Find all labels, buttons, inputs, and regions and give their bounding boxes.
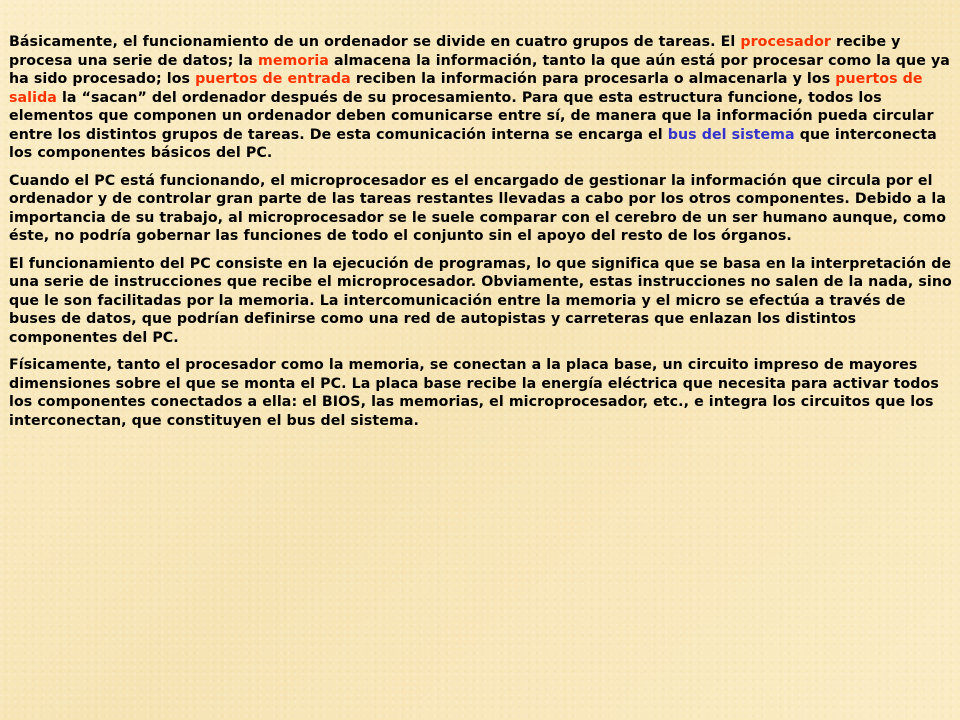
document-body	[9, 33, 954, 439]
text-segment: Cuando el PC está funcionando, el microprocesador es el encargado de gestionar la información que circula por el ordenador y de controlar gran parte de las tareas restantes llevadas a cabo por los otros componentes. Debido a la importancia de su trabajo, al microprocesador se le suele comparar con el cerebro de un ser humano aunque, como éste, no podría gobernar las funciones de todo el conjunto sin el apoyo del resto de los órganos.	[9, 172, 947, 244]
term-procesador: procesador	[740, 34, 831, 50]
text-segment: que interconecta los componentes básicos del PC.	[9, 126, 937, 161]
text-segment: la “sacan” del ordenador después de su procesamiento. Para que esta estructura funcione, todos los elementos que componen un ordenador deben comunicarse entre sí, de manera que la información pueda circular entre los distintos grupos de tareas. De esta comunicación interna se encarga el	[9, 89, 934, 143]
text-segment: almacena la información, tanto la que aún está por procesar como la que ya ha sido procesado; los	[9, 52, 950, 87]
paragraph-programas	[9, 255, 954, 348]
paragraph-microprocesador	[9, 172, 954, 246]
paragraph-intro	[9, 33, 954, 163]
term-puertos-de-salida: puertos de salida	[9, 71, 923, 106]
term-bus-del-sistema: bus del sistema	[667, 126, 795, 143]
text-segment: recibe y procesa una serie de datos; la	[9, 34, 901, 69]
text-segment: Físicamente, tanto el procesador como la memoria, se conectan a la placa base, un circuito impreso de mayores dimensiones sobre el que se monta el PC. La placa base recibe la energía eléctrica que necesita para activar todos los componentes conectados a ella: el BIOS, las memorias, el microprocesador, etc., e integra los circuitos que los interconectan, que constituyen el bus del sistema.	[9, 357, 939, 429]
term-memoria: memoria	[257, 52, 329, 69]
paragraph-placa-base	[9, 356, 954, 430]
text-segment: Básicamente, el funcionamiento de un ordenador se divide en cuatro grupos de tareas. El	[9, 34, 741, 50]
text-segment: El funcionamiento del PC consiste en la ejecución de programas, lo que significa que se basa en la interpretación de una serie de instrucciones que recibe el microprocesador. Obviamente, estas instrucciones no salen de la nada, sino que le son facilitadas por la memoria. La intercomunicación entre la memoria y el micro se efectúa a través de buses de datos, que podrían definirse como una red de autopistas y carreteras que enlazan los distintos componentes del PC.	[9, 255, 952, 346]
term-puertos-de-entrada: puertos de entrada	[195, 71, 351, 87]
text-segment: reciben la información para procesarla o almacenarla y los	[350, 71, 836, 87]
